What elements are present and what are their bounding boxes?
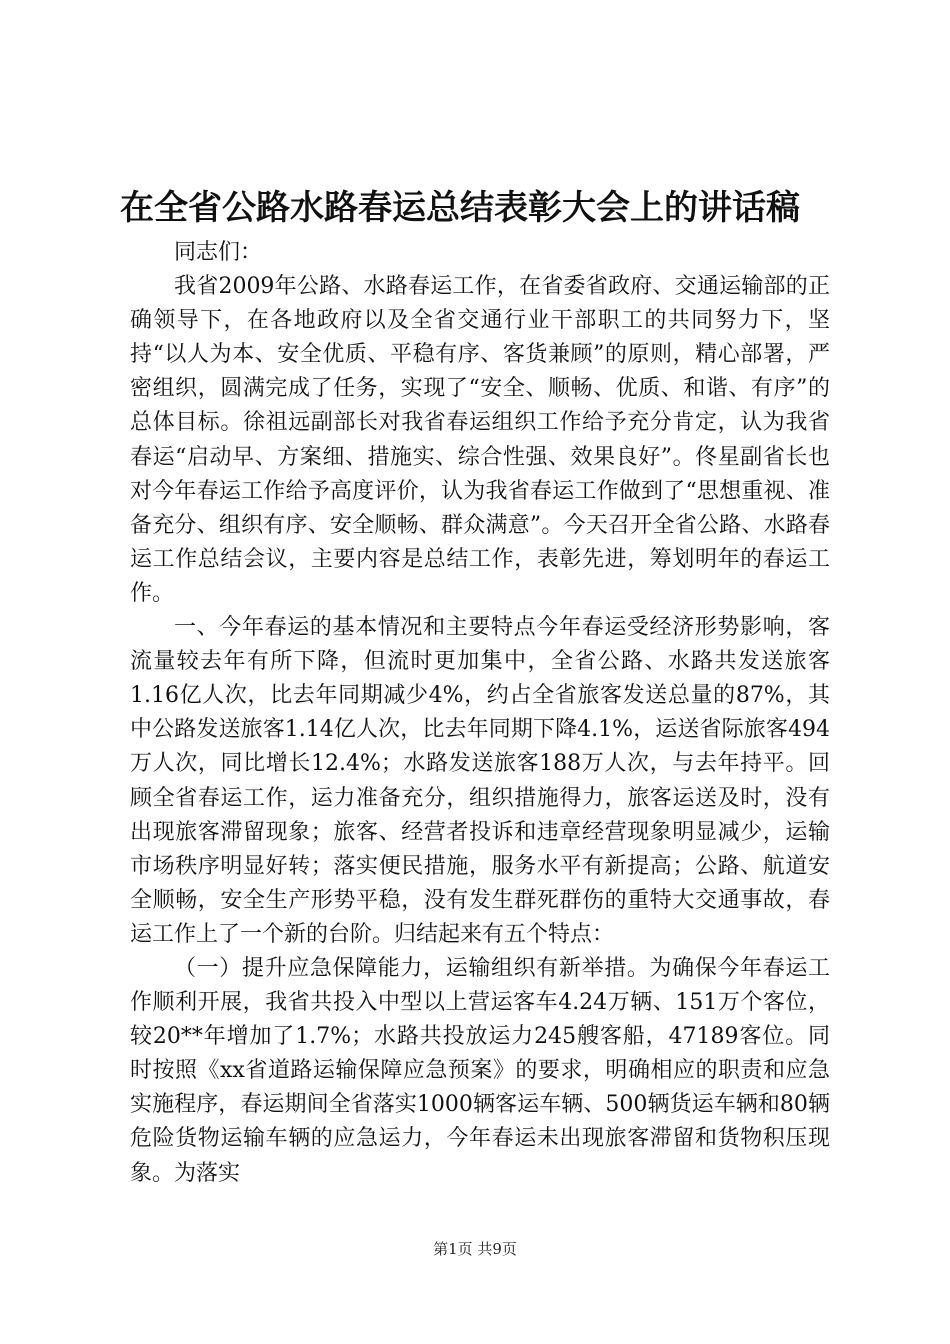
page-footer: 第1页 共9页: [433, 1240, 517, 1258]
body-paragraph: （一）提升应急保障能力，运输组织有新举措。为确保今年春运工作顺利开展，我省共投入中型以上营运客车4.24万辆、151万个客位，较20**年增加了1.7%；水路共投放运力245艘客船，47189客位。同时按照《xx省道路运输保障应急预案》的要求，明确相应的职责和应急实施程序，春运期间全省落实1000辆客运车辆、500辆货运车辆和80辆危险货物运输车辆的应急运力，今年春运未出现旅客滞留和货物积压现象。为落实: [130, 955, 830, 1186]
salutation-paragraph: 同志们：: [174, 240, 263, 265]
body-paragraph: 一、今年春运的基本情况和主要特点今年春运受经济形势影响，客流量较去年有所下降，但流时更加集中，全省公路、水路共发送旅客1.16亿人次，比去年同期减少4%，约占全省旅客发送总量的87%，其中公路发送旅客1.14亿人次，比去年同期下降4.1%，运送省际旅客494万人次，同比增长12.4%；水路发送旅客188万人次，与去年持平。回顾全省春运工作，运力准备充分，组织措施得力，旅客运送及时，没有出现旅客滞留现象；旅客、经营者投诉和违章经营现象明显减少，运输市场秩序明显好转；落实便民措施，服务水平有新提高；公路、航道安全顺畅，安全生产形势平稳，没有发生群死群伤的重特大交通事故，春运工作上了一个新的台阶。归结起来有五个特点：: [130, 615, 830, 947]
document-title: 在全省公路水路春运总结表彰大会上的讲话稿: [120, 188, 800, 228]
body-paragraph: 我省2009年公路、水路春运工作，在省委省政府、交通运输部的正确领导下，在各地政府以及全省交通行业干部职工的共同努力下，坚持“以人为本、安全优质、平稳有序、客货兼顾”的原则，精心部署，严密组织，圆满完成了任务，实现了“安全、顺畅、优质、和谐、有序”的总体目标。徐祖远副部长对我省春运组织工作给予充分肯定，认为我省春运“启动早、方案细、措施实、综合性强、效果良好”。佟星副省长也对今年春运工作给予高度评价，认为我省春运工作做到了“思想重视、准备充分、组织有序、安全顺畅、群众满意”。今天召开全省公路、水路春运工作总结会议，主要内容是总结工作，表彰先进，筹划明年的春运工作。: [130, 274, 830, 606]
document-body: [130, 236, 830, 1191]
